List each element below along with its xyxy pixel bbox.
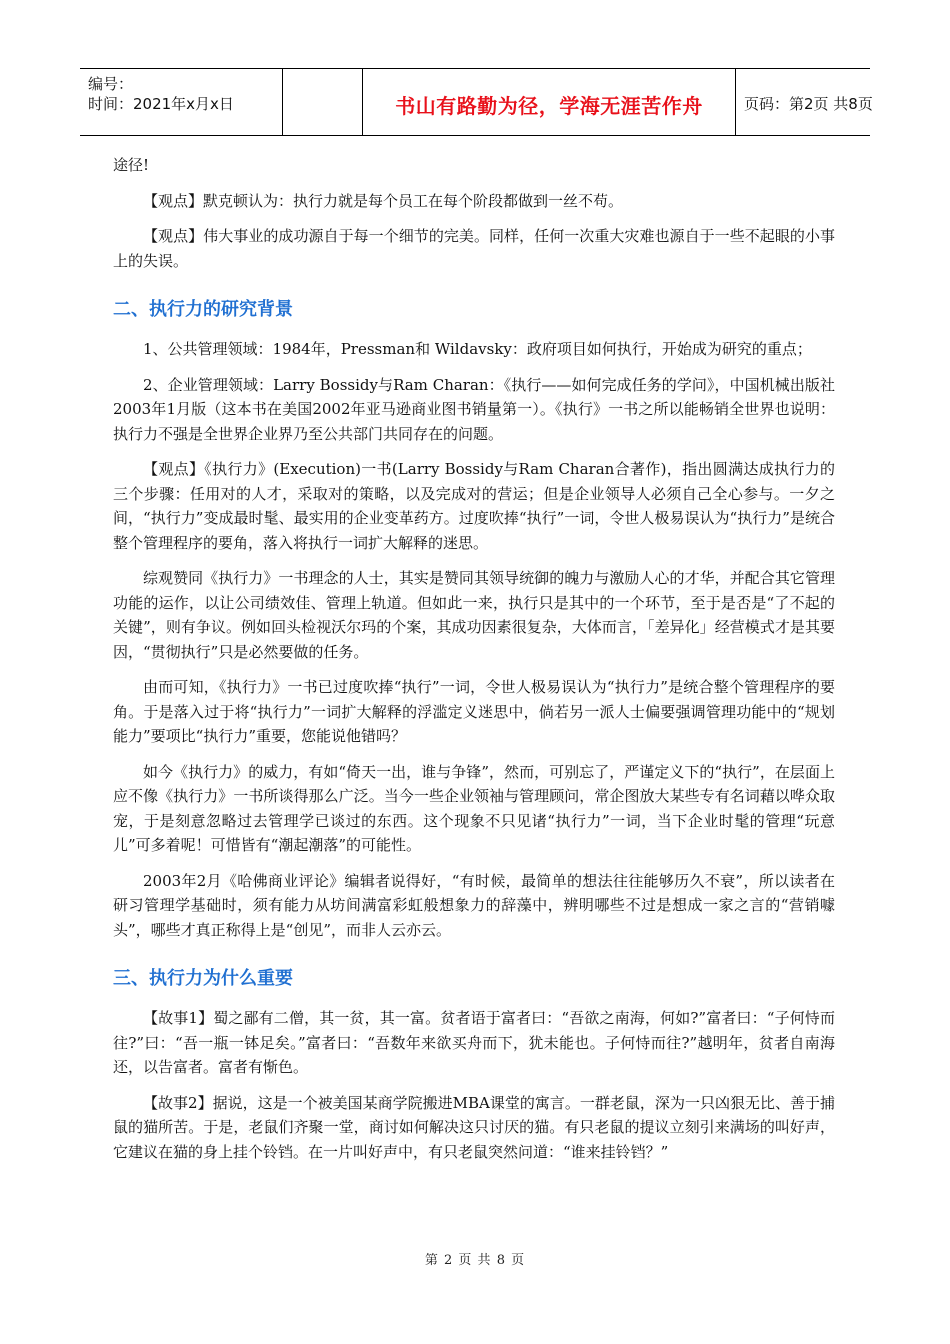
paragraph: 由而可知，《执行力》一书已过度吹捧“执行”一词，令世人极易误认为“执行力”是统合整个管理程序的要角。于是落入过于将“执行力”一词扩大解释的浮滥定义迷思中，倘若另一派人士偏要强调管理功能中的“规划能力”要项比“执行力”重要，您能说他错吗？ (113, 678, 835, 745)
header-page-info: 页码：第2页 共8页 (744, 95, 873, 113)
paragraph: 如今《执行力》的威力，有如“倚天一出，谁与争锋”，然而，可别忘了，严谨定义下的“执行”，在层面上应不像《执行力》一书所谈得那么广泛。当今一些企业领袖与管理顾问，常企图放大某些专有名词藉以哗众取宠，于是刻意忽略过去管理学已谈过的东西。这个现象不只见诸“执行力”一词，当下企业时髦的管理“玩意儿”可多着呢！可惜皆有“潮起潮落”的可能性。 (113, 762, 835, 854)
header-slogan-cell (362, 69, 736, 135)
header-slogan: 书山有路勤为径，学海无涯苦作舟 (395, 94, 703, 118)
paragraph: 1、公共管理领域：1984年，Pressman和 Wildavsky：政府项目如何执行，开始成为研究的重点； (143, 340, 812, 358)
paragraph: 综观赞同《执行力》一书理念的人士，其实是赞同其领导统御的魄力与激励人心的才华，并配合其它管理功能的运作，以让公司绩效佳、管理上轨道。但如此一来，执行只是其中的一个环节，至于是否是“了不起的关键”，则有争议。例如回头检视沃尔玛的个案，其成功因素很复杂，大体而言，「差异化」经营模式才是其要因，“贯彻执行”只是必然要做的任务。 (113, 569, 835, 661)
paragraph: 2003年2月《哈佛商业评论》编辑者说得好，“有时候，最简单的想法往往能够历久不衰”，所以读者在研习管理学基础时，须有能力从坊间满富彩虹般想象力的辞藻中，辨明哪些不过是想成一家之言的“营销噱头”，哪些才真正称得上是“创见”，而非人云亦云。 (113, 871, 835, 939)
paragraph: 【观点】《执行力》(Execution)一书(Larry Bossidy与Ram Charan合著作)，指出圆满达成执行力的三个步骤：任用对的人才，采取对的策略，以及完成对的营运；但是企业领导人必须自己全心参与。一夕之间，“执行力”变成最时髦、最实用的企业变革药方。过度吹捧“执行”一词，令世人极易误认为“执行力”是统合整个管理程序的要角，落入将执行一词扩大解释的迷思。 (113, 460, 835, 552)
header-time-label: 时间：2021年x月x日 (88, 95, 234, 113)
document-body (113, 153, 835, 1164)
page-footer: 第 2 页 共 8 页 (424, 1253, 526, 1268)
section-heading-importance: 三、执行力为什么重要 (113, 968, 293, 989)
paragraph: 【观点】默克顿认为：执行力就是每个员工在每个阶段都做到一丝不苟。 (143, 191, 624, 210)
section-heading-background: 二、执行力的研究背景 (113, 299, 293, 320)
header-spacer (282, 69, 362, 135)
paragraph: 【故事2】据说，这是一个被美国某商学院搬进MBA课堂的寓言。一群老鼠，深为一只凶狠无比、善于捕鼠的猫所苦。于是，老鼠们齐聚一堂，商讨如何解决这只讨厌的猫。有只老鼠的提议立刻引来满场的叫好声，它建议在猫的身上挂个铃铛。在一片叫好声中，有只老鼠突然问道：“谁来挂铃铛？” (113, 1093, 835, 1161)
paragraph: 【观点】伟大事业的成功源自于每一个细节的完美。同样，任何一次重大灾难也源自于一些不起眼的小事上的失误。 (113, 227, 835, 270)
header-number-label: 编号： (88, 75, 134, 93)
paragraph: 【故事1】蜀之鄙有二僧，其一贫，其一富。贫者语于富者曰：“吾欲之南海，何如?”富者曰：“子何恃而往?”曰：“吾一瓶一钵足矣。”富者曰：“吾数年来欲买舟而下，犹未能也。子何恃而往?”越明年，贫者自南海还，以告富者。富者有惭色。 (113, 1009, 835, 1076)
header-info-cell (80, 69, 283, 135)
header-page-cell (734, 69, 873, 135)
page-header (80, 68, 873, 136)
paragraph: 2、企业管理领域：Larry Bossidy与Ram Charan：《执行——如何完成任务的学问》，中国机械出版社2003年1月版（这本书在美国2002年亚马逊商业图书销量第一）。《执行》一书之所以能畅销全世界也说明：执行力不强是全世界企业界乃至公共部门共同存在的问题。 (113, 375, 835, 443)
paragraph: 途径! (113, 156, 150, 174)
